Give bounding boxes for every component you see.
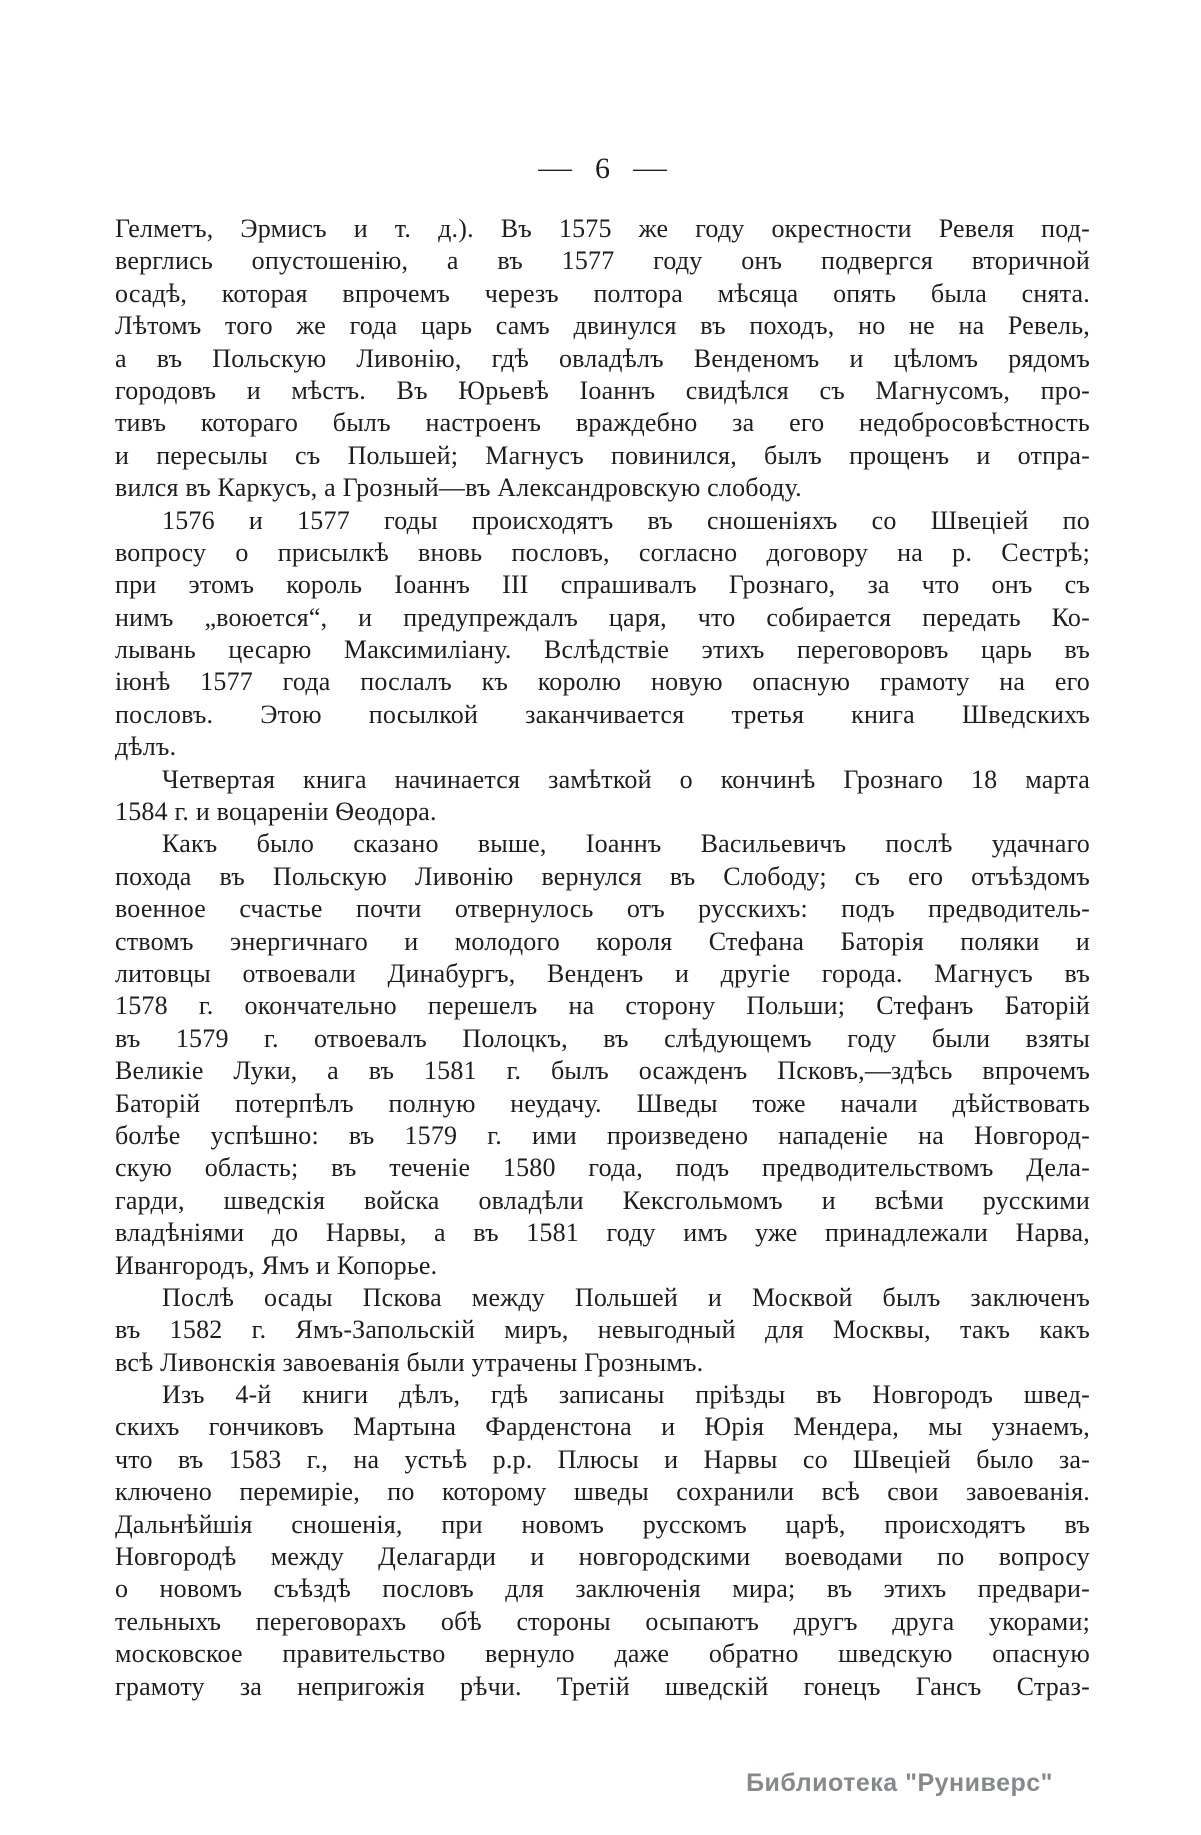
- text-line: іюнѣ 1577 года послалъ къ королю новую опасную грамоту на его: [115, 667, 1090, 697]
- header-left-dash: —: [538, 153, 572, 184]
- text-line: Гелметъ, Эрмисъ и т. д.). Въ 1575 же году окрестности Ревеля под-: [115, 214, 1090, 243]
- text-line: грамоту за непригожія рѣчи. Третій шведскій гонецъ Гансъ Страз-: [115, 1671, 1090, 1701]
- text-line: и пересылы съ Польшей; Магнусъ повинился, былъ прощенъ и отпра-: [115, 440, 1090, 470]
- text-line: дѣлъ.: [115, 732, 177, 762]
- text-line: ключено перемиріе, по которому шведы сохранили всѣ свои завоеванія.: [115, 1477, 1090, 1507]
- text-line: о новомъ съѣздѣ пословъ для заключенія мира; въ этихъ предвари-: [115, 1574, 1090, 1604]
- text-line: Новгородѣ между Делагарди и новгородскими воеводами по вопросу: [115, 1542, 1090, 1572]
- text-line: Изъ 4-й книги дѣлъ, гдѣ записаны пріѣзды въ Новгородъ швед-: [162, 1380, 1090, 1410]
- text-line: литовцы отвоевали Динабургъ, Венденъ и другіе города. Магнусъ въ: [115, 958, 1090, 988]
- text-line: въ 1582 г. Ямъ-Запольскій миръ, невыгодный для Москвы, такъ какъ: [115, 1315, 1090, 1345]
- library-watermark: Библиотека "Руниверс": [746, 1769, 1053, 1797]
- text-line: вился въ Каркусъ, а Грозный—въ Александровскую слободу.: [115, 473, 802, 503]
- text-line: похода въ Польскую Ливонію вернулся въ Слободу; съ его отъѣздомъ: [115, 861, 1090, 891]
- text-line: владѣніями до Нарвы, а въ 1581 году имъ уже принадлежали Нарва,: [115, 1218, 1090, 1248]
- text-line: въ 1579 г. отвоевалъ Полоцкъ, въ слѣдующемъ году были взяты: [115, 1023, 1090, 1053]
- text-line: ствомъ энергичнаго и молодого короля Стефана Баторія поляки и: [115, 926, 1090, 956]
- text-line: Четвертая книга начинается замѣткой о кончинѣ Грознаго 18 марта: [162, 764, 1090, 794]
- text-line: тельныхъ переговорахъ обѣ стороны осыпаютъ другъ друга укорами;: [115, 1606, 1090, 1636]
- text-line: 1584 г. и воцареніи Ѳеодора.: [115, 797, 437, 827]
- text-line: вопросу о присылкѣ вновь пословъ, согласно договору на р. Сестрѣ;: [115, 537, 1090, 567]
- body-text: [115, 213, 1090, 1703]
- text-line: Баторій потерпѣлъ полную неудачу. Шведы тоже начали дѣйствовать: [115, 1088, 1090, 1118]
- text-line: Послѣ осады Пскова между Польшей и Москвой былъ заключенъ: [162, 1282, 1090, 1312]
- text-line: лывань цесарю Максимиліану. Вслѣдствіе этихъ переговоровъ царь въ: [115, 635, 1090, 665]
- page-number: 6: [595, 152, 610, 185]
- text-line: верглись опустошенію, а въ 1577 году онъ подвергся вторичной: [115, 246, 1090, 276]
- text-line: тивъ котораго былъ настроенъ враждебно за его недобросовѣстность: [115, 408, 1090, 438]
- text-line: что въ 1583 г., на устьѣ р.р. Плюсы и Нарвы со Швеціей было за-: [115, 1444, 1090, 1474]
- header-right-dash: —: [633, 153, 667, 184]
- text-line: Дальнѣйшія сношенія, при новомъ русскомъ царѣ, происходятъ въ: [115, 1509, 1090, 1539]
- text-line: при этомъ король Іоаннъ III спрашивалъ Грознаго, за что онъ съ: [115, 570, 1090, 600]
- text-line: а въ Польскую Ливонію, гдѣ овладѣлъ Венденомъ и цѣломъ рядомъ: [115, 343, 1090, 373]
- text-line: всѣ Ливонскія завоеванія были утрачены Грознымъ.: [115, 1347, 704, 1377]
- text-line: Лѣтомъ того же года царь самъ двинулся въ походъ, но не на Ревель,: [115, 311, 1090, 341]
- text-line: московское правительство вернуло даже обратно шведскую опасную: [115, 1639, 1090, 1669]
- text-line: Великіе Луки, а въ 1581 г. былъ осажденъ Псковъ,—здѣсь впрочемъ: [115, 1056, 1090, 1086]
- text-line: пословъ. Этою посылкой заканчивается третья книга Шведскихъ: [115, 699, 1090, 729]
- text-line: нимъ „воюется“, и предупреждалъ царя, что собирается передать Ко-: [115, 602, 1090, 632]
- text-line: болѣе успѣшно: въ 1579 г. ими произведено нападеніе на Новгород-: [115, 1120, 1090, 1150]
- text-line: Ивангородъ, Ямъ и Копорье.: [115, 1250, 438, 1280]
- text-line: скихъ гончиковъ Мартына Фарденстона и Юрія Мендера, мы узнаемъ,: [115, 1412, 1090, 1442]
- text-line: городовъ и мѣстъ. Въ Юрьевѣ Іоаннъ свидѣлся съ Магнусомъ, про-: [115, 375, 1090, 405]
- text-line: скую область; въ теченіе 1580 года, подъ предводительствомъ Дела-: [115, 1153, 1090, 1183]
- text-line: 1578 г. окончательно перешелъ на сторону Польши; Стефанъ Баторій: [115, 991, 1090, 1021]
- text-line: осадѣ, которая впрочемъ черезъ полтора мѣсяца опять была снята.: [115, 278, 1090, 308]
- text-line: военное счастье почти отвернулось отъ русскихъ: подъ предводитель-: [115, 894, 1090, 924]
- text-line: 1576 и 1577 годы происходятъ въ сношеніяхъ со Швеціей по: [162, 505, 1090, 535]
- text-line: Какъ было сказано выше, Іоаннъ Васильевичъ послѣ удачнаго: [162, 829, 1090, 859]
- text-line: гарди, шведскія войска овладѣли Кексгольмомъ и всѣми русскими: [115, 1185, 1090, 1215]
- page-number-header: [115, 152, 1090, 186]
